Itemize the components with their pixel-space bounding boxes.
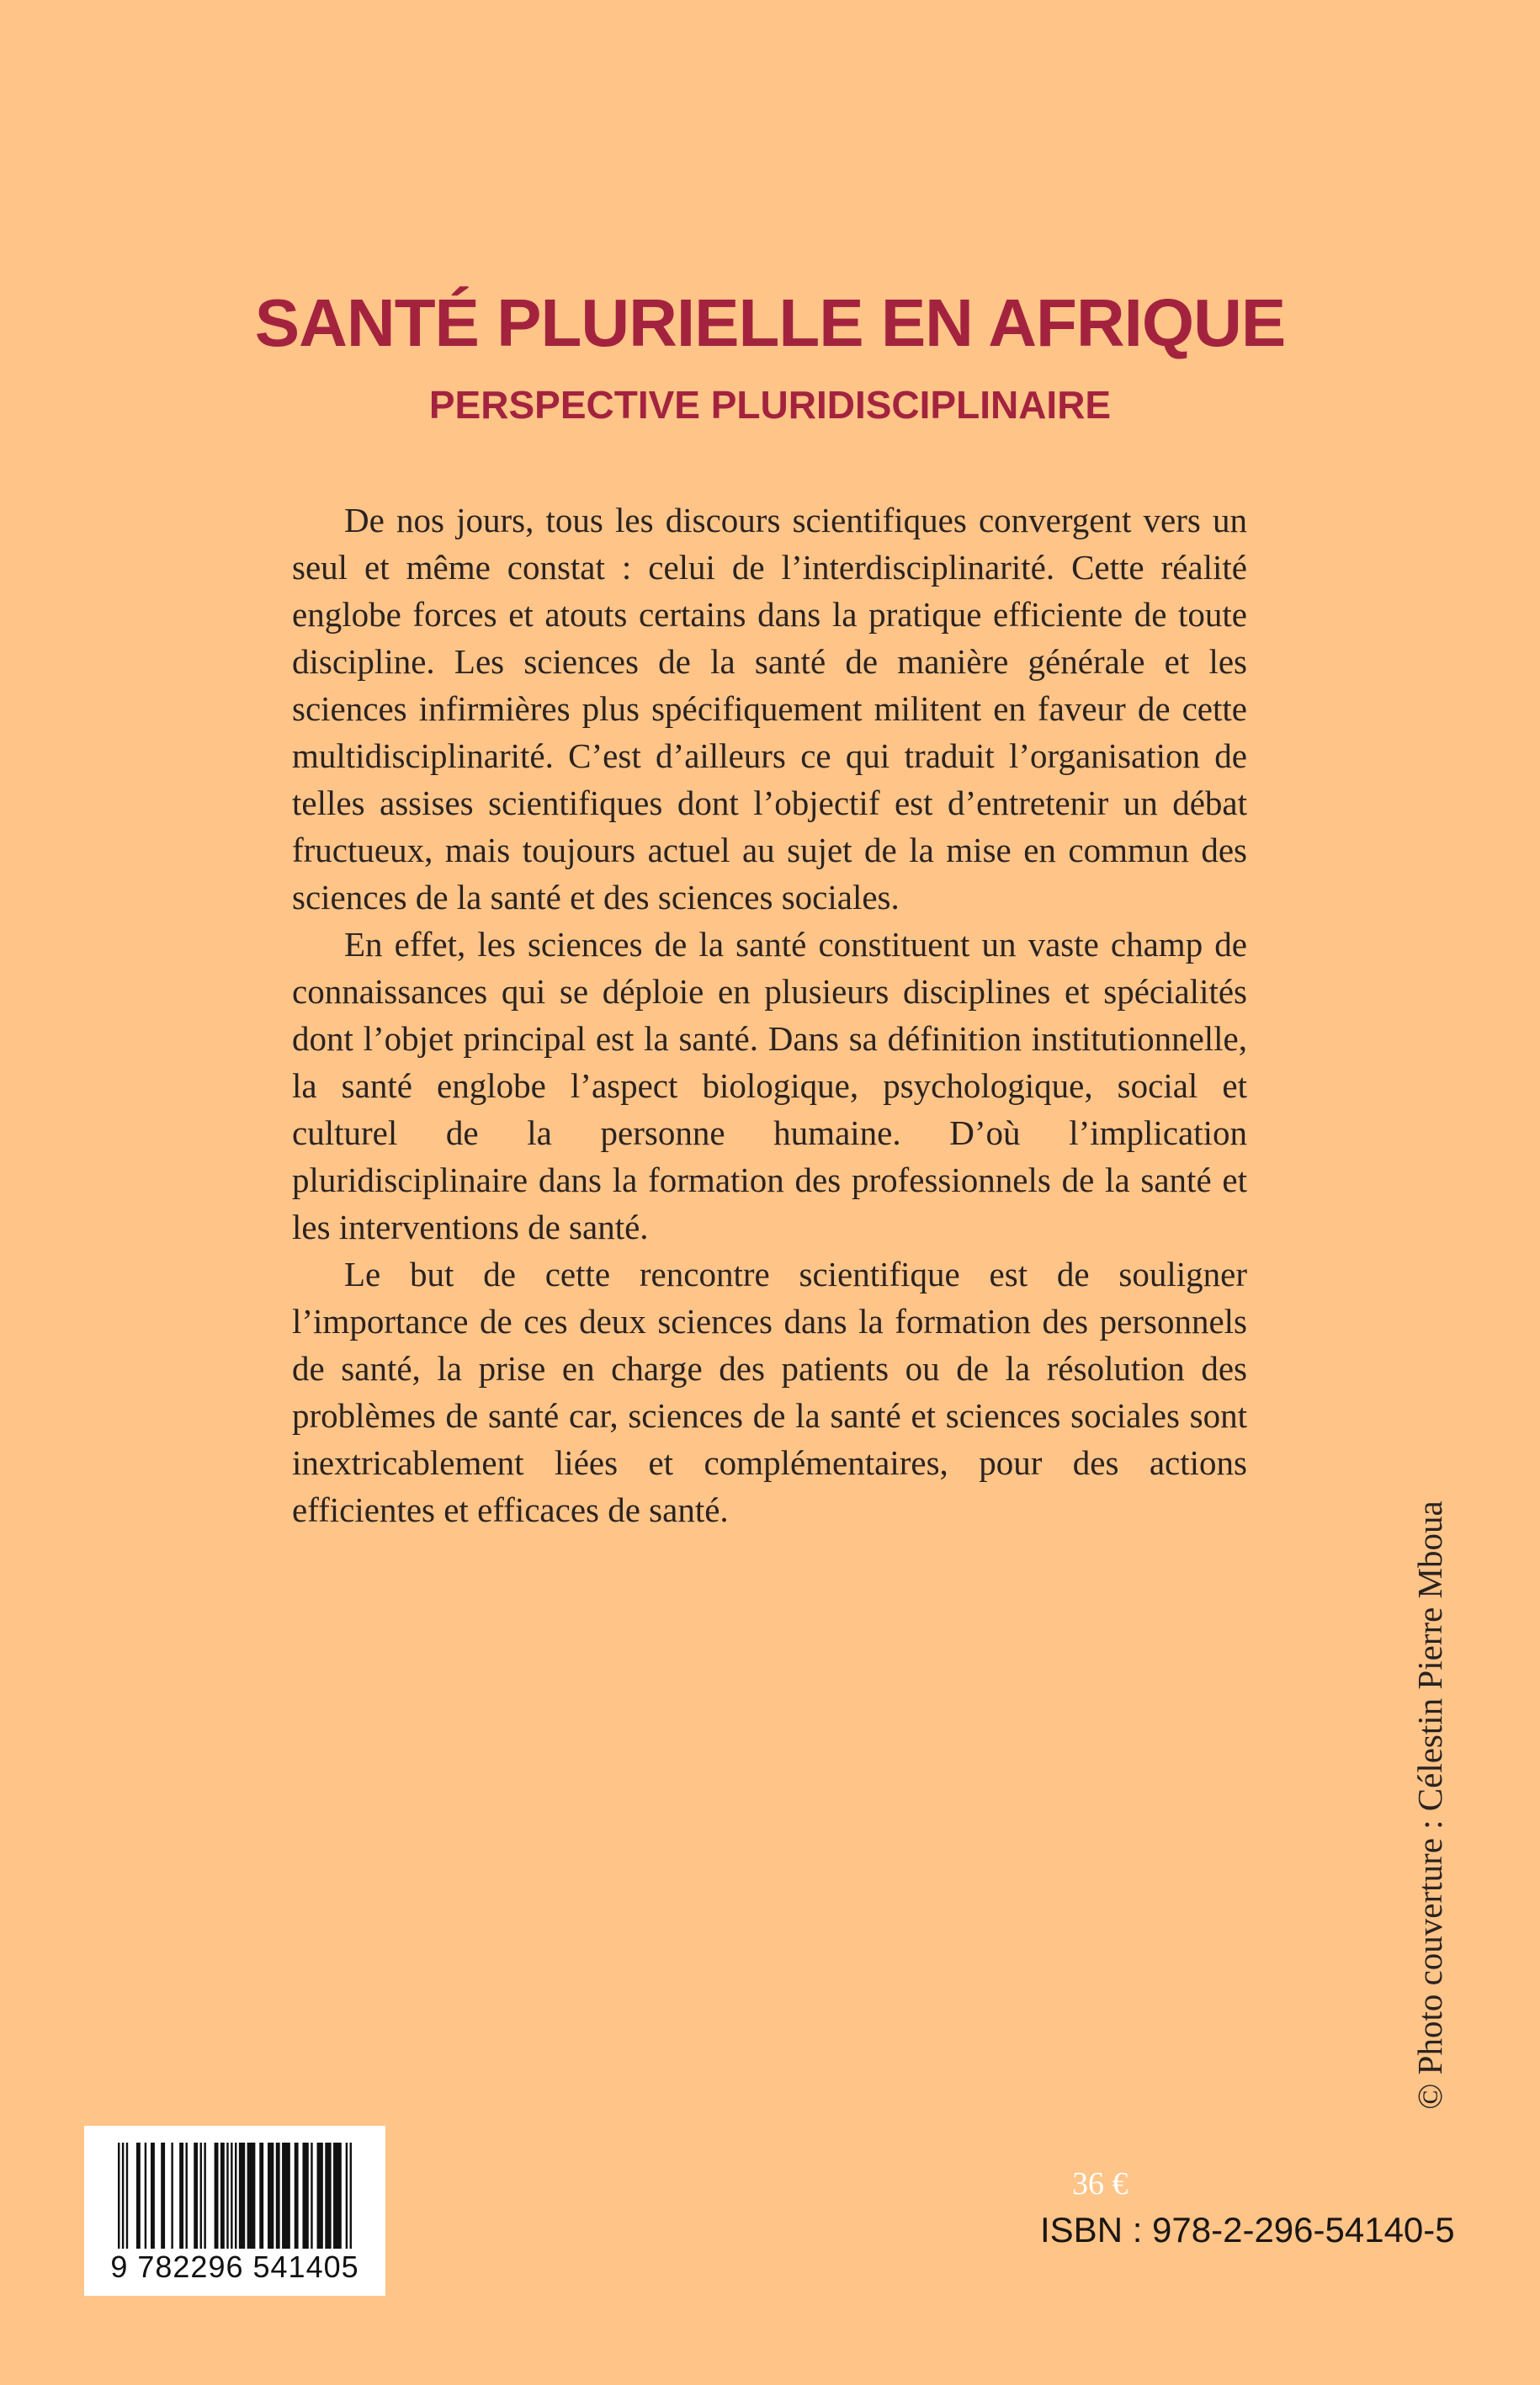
barcode-bar xyxy=(118,2143,119,2249)
book-title: SANTÉ PLURIELLE EN AFRIQUE xyxy=(254,285,1286,360)
barcode-bars xyxy=(118,2143,352,2249)
barcode-bar xyxy=(346,2143,348,2249)
barcode-bar xyxy=(185,2143,187,2249)
price: 36 € xyxy=(1072,2166,1128,2202)
barcode-bar xyxy=(325,2143,331,2249)
barcode-bar xyxy=(239,2143,245,2249)
barcode-bar xyxy=(171,2143,173,2249)
barcode-bar xyxy=(226,2143,228,2249)
barcode-number: 9 782296 541405 xyxy=(110,2250,359,2284)
barcode-bar xyxy=(350,2143,352,2249)
barcode-bar xyxy=(302,2143,308,2249)
barcode-bar xyxy=(194,2143,198,2249)
barcode-bar xyxy=(235,2143,236,2249)
blurb-paragraph-2: En effet, les sciences de la santé constituent un vaste champ de connaissances qui se déploie en plusieurs disciplines et spécialités dont l’objet principal est la santé. Dans sa définition institutionnelle, la santé englobe l’aspect biologique, psychologique, social et culturel de la personne humaine. D’où l’implication pluridisciplinaire dans la formation des professionnels de la santé et les interventions de santé. xyxy=(292,925,1247,1246)
barcode-bar xyxy=(282,2143,290,2249)
book-subtitle: PERSPECTIVE PLURIDISCIPLINAIRE xyxy=(428,383,1112,427)
back-cover-blurb xyxy=(292,497,1247,1533)
barcode-bar xyxy=(145,2143,146,2249)
barcode-bar xyxy=(276,2143,280,2249)
barcode-bar xyxy=(220,2143,225,2249)
isbn: ISBN : 978-2-296-54140-5 xyxy=(1040,2210,1455,2250)
barcode-bar xyxy=(161,2143,165,2249)
blurb-paragraph-1: De nos jours, tous les discours scientifiques convergent vers un seul et même constat : celui de l’interdisciplinarité. Cette réalité englobe forces et atouts certains dans la pratique efficiente de toute discipline. Les sciences de la santé de manière générale et les sciences infirmières plus spécifiquement militent en faveur de cette multidisciplinarité. C’est d’ailleurs ce qui traduit l’organisation de telles assises scientifiques dont l’objectif est d’entretenir un débat fructueux, mais toujours actuel au sujet de la mise en commun des sciences de la santé et des sciences sociales. xyxy=(292,501,1247,916)
barcode xyxy=(84,2126,385,2296)
blurb-paragraph-3: Le but de cette rencontre scientifique est de souligner l’importance de ces deux sciences dans la formation des personnels de santé, la prise en charge des patients ou de la résolution des problèmes de santé car, sciences de la santé et sciences sociales sont inextricablement liées et complémentaires, pour des actions efficientes et efficaces de santé. xyxy=(292,1255,1247,1529)
barcode-bar xyxy=(204,2143,205,2249)
barcode-bar xyxy=(295,2143,299,2249)
barcode-bar xyxy=(151,2143,155,2249)
barcode-bar xyxy=(122,2143,124,2249)
barcode-bar xyxy=(126,2143,128,2249)
barcode-bar xyxy=(317,2143,323,2249)
photo-credit: © Photo couverture : Célestin Pierre Mboua xyxy=(1410,1501,1449,2110)
barcode-bar xyxy=(268,2143,273,2249)
barcode-bar xyxy=(200,2143,202,2249)
barcode-bar xyxy=(231,2143,232,2249)
barcode-bar xyxy=(179,2143,183,2249)
barcode-bar xyxy=(247,2143,256,2249)
barcode-bar xyxy=(136,2143,141,2249)
barcode-bar xyxy=(215,2143,219,2249)
barcode-bar xyxy=(259,2143,263,2249)
barcode-bar xyxy=(333,2143,342,2249)
barcode-bar xyxy=(311,2143,312,2249)
